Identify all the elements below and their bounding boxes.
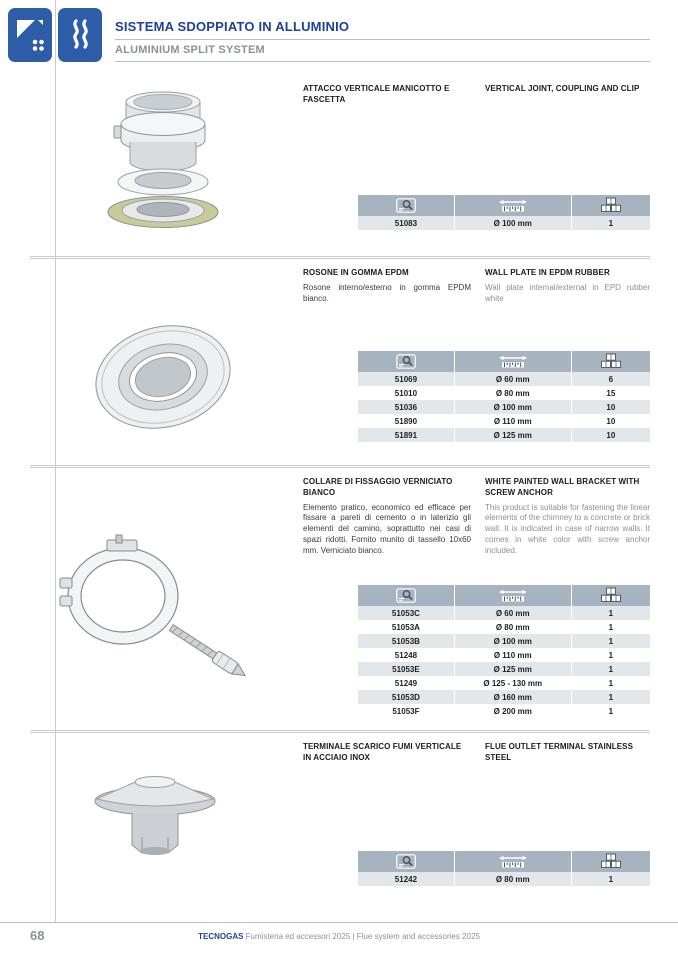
product-table bbox=[358, 851, 650, 886]
magnifier-icon bbox=[396, 198, 416, 213]
diameter-cell: Ø 100 mm bbox=[454, 634, 571, 648]
footer-caption bbox=[0, 932, 678, 941]
table-row bbox=[358, 634, 650, 648]
code-column-header bbox=[358, 351, 454, 372]
tecnogas-logo bbox=[8, 8, 52, 62]
header-rule-top bbox=[115, 39, 650, 40]
product-text-english bbox=[485, 268, 650, 304]
quantity-column-header bbox=[571, 851, 650, 872]
product-code-cell: 51890 bbox=[394, 416, 418, 426]
wall-plate-illustration bbox=[88, 299, 238, 449]
quantity-cell: 1 bbox=[571, 662, 650, 676]
diameter-cell: Ø 125 - 130 mm bbox=[454, 676, 571, 690]
diameter-cell: Ø 60 mm bbox=[454, 372, 571, 386]
diameter-cell: Ø 60 mm bbox=[454, 606, 571, 620]
product-section-vertical-joint bbox=[0, 66, 678, 256]
product-title-it: ROSONE IN GOMMA EPDM bbox=[303, 268, 409, 277]
product-description-en: Wall plate internal/external in EPD rubber white bbox=[485, 282, 650, 303]
flue-category-badge bbox=[58, 8, 102, 62]
product-title-en: VERTICAL JOINT, COUPLING AND CLIP bbox=[485, 84, 640, 93]
magnifier-icon bbox=[396, 854, 416, 869]
quantity-cell: 1 bbox=[571, 704, 650, 718]
header-rule-bottom bbox=[115, 61, 650, 62]
diameter-cell: Ø 80 mm bbox=[454, 872, 571, 886]
code-column-header bbox=[358, 851, 454, 872]
page-header bbox=[115, 19, 650, 62]
product-text-english bbox=[485, 477, 650, 557]
section-divider bbox=[30, 730, 650, 733]
diameter-column-header bbox=[454, 351, 571, 372]
section-divider bbox=[30, 465, 650, 468]
footer-separator: | bbox=[352, 932, 355, 941]
diameter-column-header bbox=[454, 851, 571, 872]
diameter-cell: Ø 160 mm bbox=[454, 690, 571, 704]
table-row bbox=[358, 386, 650, 400]
page-title: SISTEMA SDOPPIATO IN ALLUMINIO bbox=[115, 19, 350, 34]
product-section-wall-plate bbox=[0, 261, 678, 463]
measure-arrow-icon bbox=[498, 854, 528, 869]
product-title-en: WHITE PAINTED WALL BRACKET WITH SCREW ANCHOR bbox=[485, 477, 640, 497]
diameter-cell: Ø 100 mm bbox=[454, 216, 571, 230]
page-subtitle: ALUMINIUM SPLIT SYSTEM bbox=[115, 44, 265, 56]
flue-terminal-illustration bbox=[80, 761, 230, 879]
quantity-cell: 1 bbox=[571, 606, 650, 620]
quantity-column-header bbox=[571, 195, 650, 216]
table-row bbox=[358, 662, 650, 676]
quantity-cell: 1 bbox=[571, 676, 650, 690]
product-image-flue-terminal bbox=[80, 761, 230, 884]
product-title-it: ATTACCO VERTICALE MANICOTTO E FASCETTA bbox=[303, 84, 450, 104]
table-row bbox=[358, 606, 650, 620]
product-code-cell: 51891 bbox=[394, 430, 418, 440]
quantity-cell: 1 bbox=[571, 690, 650, 704]
product-text-italian bbox=[303, 742, 471, 764]
footer-rule bbox=[0, 922, 678, 923]
product-code-cell: 51053B bbox=[391, 636, 420, 646]
code-column-header bbox=[358, 195, 454, 216]
product-table bbox=[358, 585, 650, 718]
product-code-cell: 51248 bbox=[394, 650, 418, 660]
table-row bbox=[358, 648, 650, 662]
product-text-italian bbox=[303, 268, 471, 304]
brand-name: TECNOGAS bbox=[198, 932, 244, 941]
table-row bbox=[358, 400, 650, 414]
quantity-column-header bbox=[571, 351, 650, 372]
product-image-vertical-joint bbox=[88, 86, 238, 241]
product-text-english bbox=[485, 742, 650, 764]
measure-arrow-icon bbox=[498, 354, 528, 369]
table-row bbox=[358, 690, 650, 704]
table-row bbox=[358, 704, 650, 718]
footer-caption-it: Fumisteria ed accessori 2025 bbox=[245, 932, 351, 941]
table-row bbox=[358, 676, 650, 690]
quantity-cell: 6 bbox=[571, 372, 650, 386]
vertical-joint-illustration bbox=[88, 86, 238, 236]
diameter-cell: Ø 110 mm bbox=[454, 414, 571, 428]
product-text-italian bbox=[303, 477, 471, 557]
product-description-en: This product is suitable for fastening the linear elements of the chimney to a concrete or brick wall. It is indicated in case of narrow walls. It comes in white color with screw anchor included. bbox=[485, 502, 650, 555]
product-code-cell: 51036 bbox=[394, 402, 418, 412]
product-description-it: Elemento pratico, economico ed efficace per fissare a pareti di cemento o in laterizio gli elementi del camino, soprattutto nei casi di spazi ridotti. Fornito munito di tassello 10x60 mm. Verniciato bianco. bbox=[303, 502, 471, 555]
package-icon bbox=[600, 587, 622, 603]
diameter-cell: Ø 80 mm bbox=[454, 620, 571, 634]
product-title-en: FLUE OUTLET TERMINAL STAINLESS STEEL bbox=[485, 742, 634, 762]
product-image-wall-plate bbox=[88, 299, 238, 454]
page-number: 68 bbox=[30, 928, 45, 943]
product-section-wall-bracket bbox=[0, 470, 678, 728]
diameter-column-header bbox=[454, 585, 571, 606]
product-section-flue-terminal bbox=[0, 735, 678, 911]
footer-caption-en: Flue system and accessories 2025 bbox=[356, 932, 480, 941]
product-code-cell: 51053D bbox=[391, 692, 420, 702]
quantity-cell: 1 bbox=[571, 872, 650, 886]
quantity-cell: 10 bbox=[571, 428, 650, 442]
diameter-cell: Ø 110 mm bbox=[454, 648, 571, 662]
product-table-wrap bbox=[358, 851, 650, 886]
quantity-cell: 1 bbox=[571, 648, 650, 662]
product-code-cell: 51083 bbox=[394, 218, 418, 228]
product-description-it: Rosone interno/esterno in gomma EPDM bianco. bbox=[303, 282, 471, 303]
diameter-cell: Ø 200 mm bbox=[454, 704, 571, 718]
table-row bbox=[358, 216, 650, 230]
product-code-cell: 51249 bbox=[394, 678, 418, 688]
table-header-row bbox=[358, 585, 650, 606]
table-row bbox=[358, 372, 650, 386]
quantity-cell: 10 bbox=[571, 414, 650, 428]
table-row bbox=[358, 872, 650, 886]
smoke-icon bbox=[67, 17, 93, 53]
tecnogas-logo-icon bbox=[15, 17, 45, 53]
quantity-cell: 1 bbox=[571, 216, 650, 230]
diameter-cell: Ø 100 mm bbox=[454, 400, 571, 414]
table-row bbox=[358, 428, 650, 442]
product-code-cell: 51069 bbox=[394, 374, 418, 384]
table-header-row bbox=[358, 851, 650, 872]
table-row bbox=[358, 414, 650, 428]
product-text-italian bbox=[303, 84, 471, 106]
package-icon bbox=[600, 853, 622, 869]
diameter-cell: Ø 80 mm bbox=[454, 386, 571, 400]
table-header-row bbox=[358, 195, 650, 216]
product-title-en: WALL PLATE IN EPDM RUBBER bbox=[485, 268, 610, 277]
quantity-cell: 1 bbox=[571, 634, 650, 648]
package-icon bbox=[600, 353, 622, 369]
product-table-wrap bbox=[358, 351, 650, 442]
product-code-cell: 51053C bbox=[391, 608, 420, 618]
measure-arrow-icon bbox=[498, 588, 528, 603]
diameter-column-header bbox=[454, 195, 571, 216]
product-image-wall-bracket bbox=[45, 532, 275, 707]
product-code-cell: 51242 bbox=[394, 874, 418, 884]
diameter-cell: Ø 125 mm bbox=[454, 428, 571, 442]
package-icon bbox=[600, 197, 622, 213]
magnifier-icon bbox=[396, 588, 416, 603]
product-table-wrap bbox=[358, 195, 650, 230]
diameter-cell: Ø 125 mm bbox=[454, 662, 571, 676]
product-text-english bbox=[485, 84, 650, 95]
product-table bbox=[358, 351, 650, 442]
code-column-header bbox=[358, 585, 454, 606]
product-title-it: COLLARE DI FISSAGGIO VERNICIATO BIANCO bbox=[303, 477, 453, 497]
magnifier-icon bbox=[396, 354, 416, 369]
measure-arrow-icon bbox=[498, 198, 528, 213]
quantity-cell: 10 bbox=[571, 400, 650, 414]
wall-bracket-illustration bbox=[45, 532, 275, 702]
product-code-cell: 51010 bbox=[394, 388, 418, 398]
product-table bbox=[358, 195, 650, 230]
product-code-cell: 51053F bbox=[392, 706, 420, 716]
table-header-row bbox=[358, 351, 650, 372]
quantity-column-header bbox=[571, 585, 650, 606]
quantity-cell: 15 bbox=[571, 386, 650, 400]
table-row bbox=[358, 620, 650, 634]
product-code-cell: 51053E bbox=[392, 664, 420, 674]
section-divider bbox=[30, 256, 650, 259]
quantity-cell: 1 bbox=[571, 620, 650, 634]
product-table-wrap bbox=[358, 585, 650, 718]
product-title-it: TERMINALE SCARICO FUMI VERTICALE IN ACCIAIO INOX bbox=[303, 742, 462, 762]
product-code-cell: 51053A bbox=[391, 622, 420, 632]
